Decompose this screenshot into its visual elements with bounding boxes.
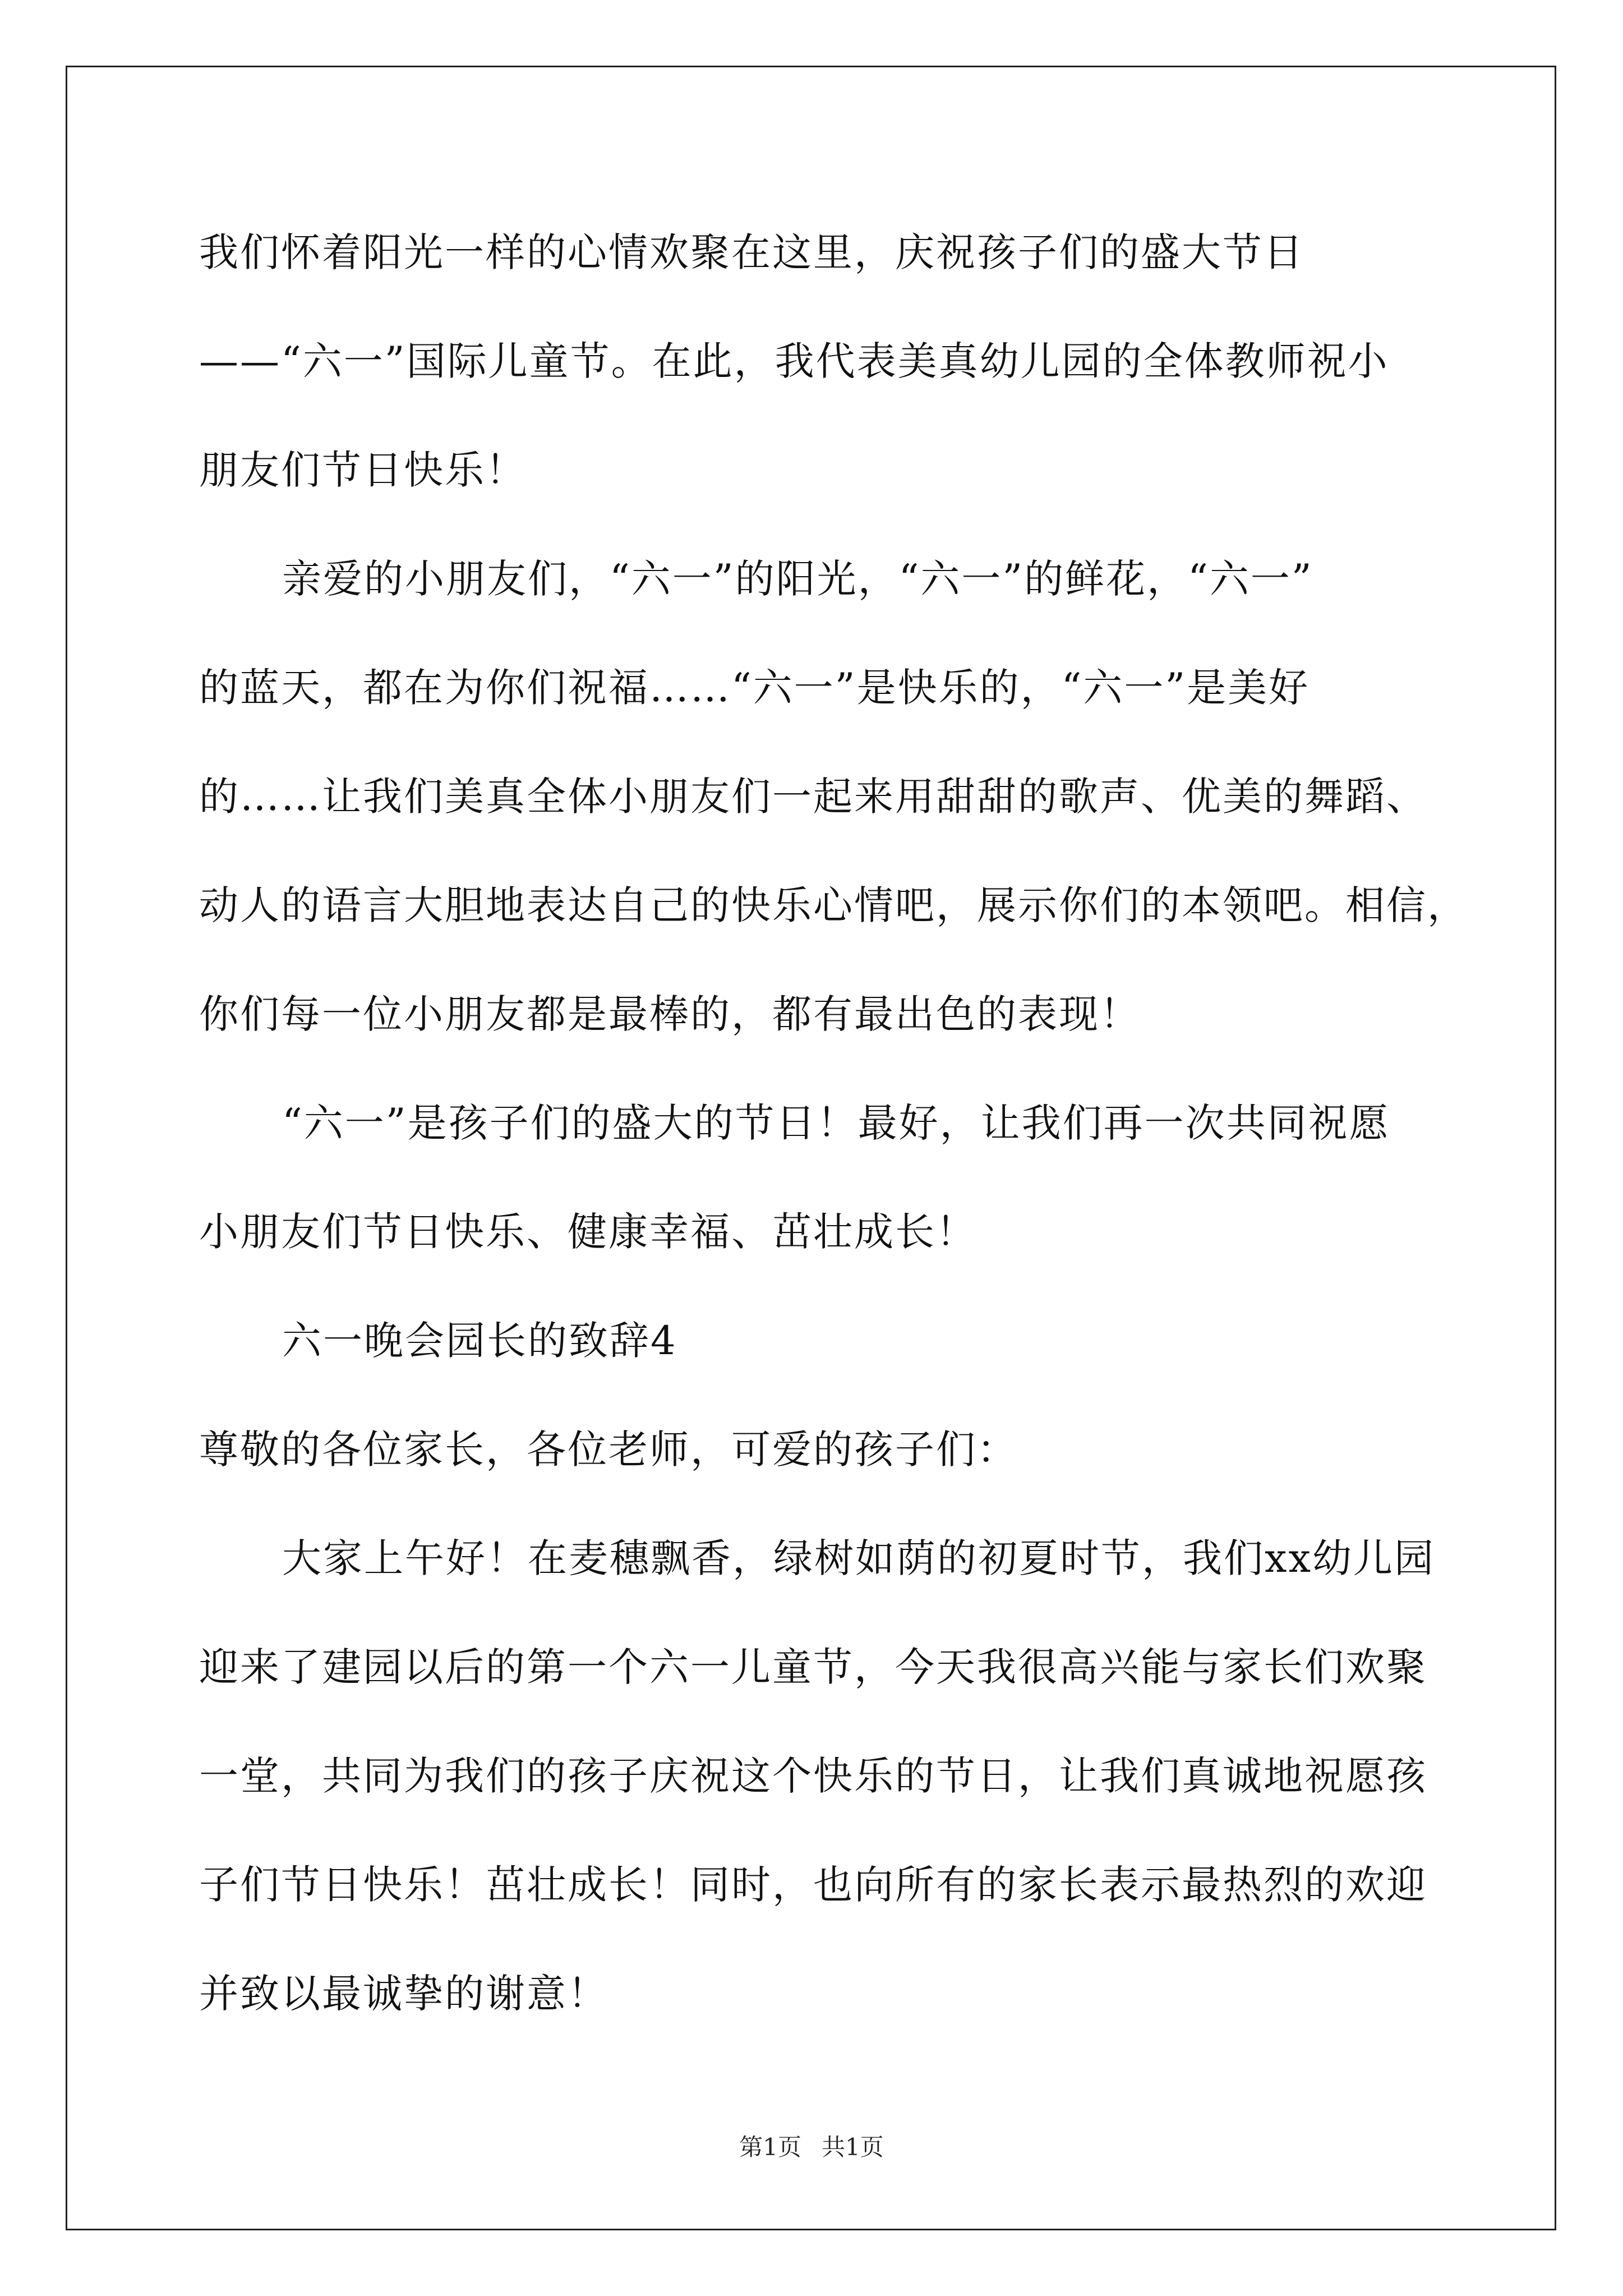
text-line: 朋友们节日快乐！ — [199, 447, 527, 493]
document-body — [199, 213, 1468, 2063]
text-line: 迎来了建园以后的第一个六一儿童节，今天我很高兴能与家长们欢聚 — [199, 1644, 1427, 1690]
text-line: 并致以最诚挚的谢意！ — [199, 1971, 608, 2017]
text-line: 我们怀着阳光一样的心情欢聚在这里，庆祝孩子们的盛大节日 — [199, 229, 1304, 275]
page-number: 第1页 — [739, 2133, 801, 2161]
page-footer — [0, 2131, 1623, 2164]
text-line: 动人的语言大胆地表达自己的快乐心情吧，展示你们的本领吧。相信， — [199, 882, 1468, 928]
text-line: 子们节日快乐！茁壮成长！同时，也向所有的家长表示最热烈的欢迎 — [199, 1862, 1427, 1908]
text-line: 的蓝天，都在为你们祝福……“六一”是快乐的，“六一”是美好 — [199, 665, 1310, 711]
text-line: 的……让我们美真全体小朋友们一起来用甜甜的歌声、优美的舞蹈、 — [199, 774, 1427, 820]
text-line: 一堂，共同为我们的孩子庆祝这个快乐的节日，让我们真诚地祝愿孩 — [199, 1753, 1427, 1799]
text-line: 你们每一位小朋友都是最棒的，都有最出色的表现！ — [199, 991, 1141, 1037]
text-line: 大家上午好！在麦穗飘香，绿树如荫的初夏时节，我们xx幼儿园 — [282, 1535, 1435, 1581]
salutation: 尊敬的各位家长，各位老师，可爱的孩子们： — [199, 1427, 1018, 1473]
page-total: 共1页 — [822, 2133, 884, 2161]
text-line: “六一”是孩子们的盛大的节日！最好，让我们再一次共同祝愿 — [282, 1100, 1390, 1146]
section-heading: 六一晚会园长的致辞4 — [282, 1318, 677, 1364]
text-line: ——“六一”国际儿童节。在此，我代表美真幼儿园的全体教师祝小 — [199, 338, 1389, 384]
text-line: 亲爱的小朋友们，“六一”的阳光，“六一”的鲜花，“六一” — [282, 556, 1313, 602]
text-line: 小朋友们节日快乐、健康幸福、茁壮成长！ — [199, 1209, 977, 1255]
